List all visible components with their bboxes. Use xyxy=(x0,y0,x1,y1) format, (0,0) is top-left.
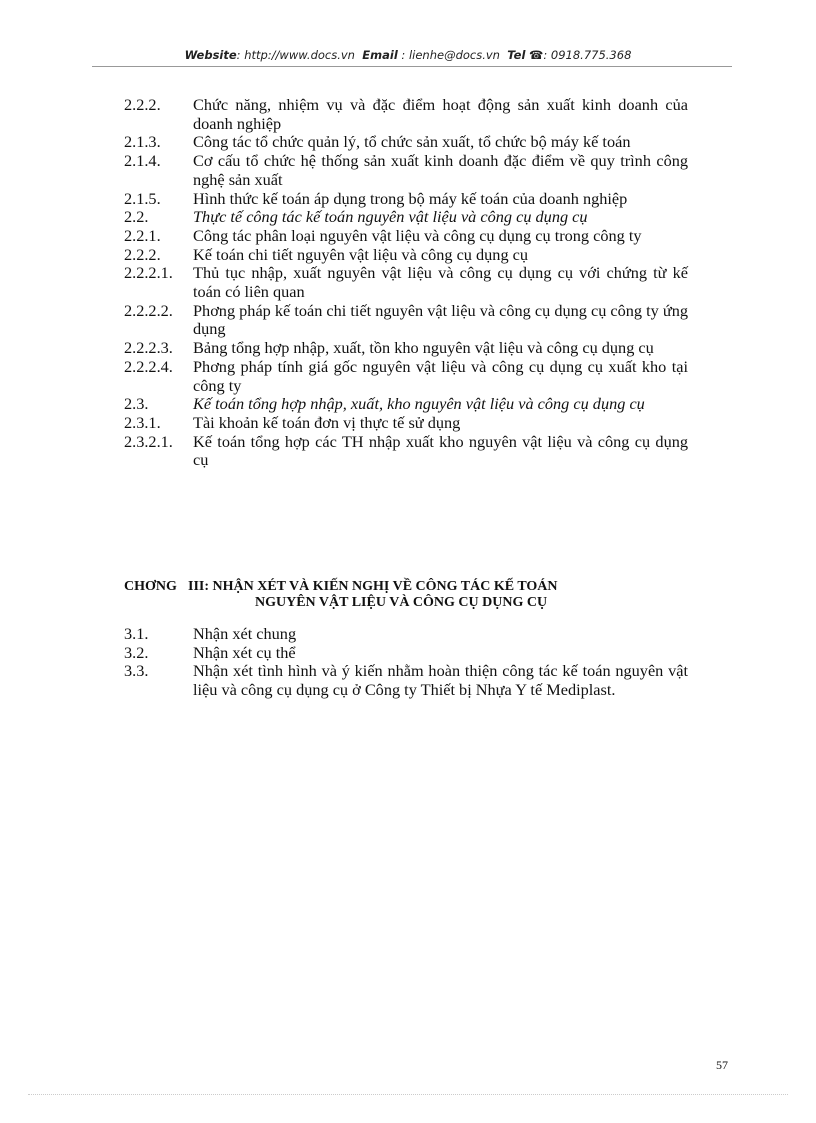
toc-entry xyxy=(124,96,688,133)
toc-entry xyxy=(124,227,688,246)
toc-entry-title: Kế toán chi tiết nguyên vật liệu và công cụ dụng cụ xyxy=(193,244,529,264)
toc-entry xyxy=(124,414,688,433)
toc-entry-title: Hình thức kế toán áp dụng trong bộ máy kế toán của doanh nghiệp xyxy=(193,188,628,208)
toc-entry-title: Cơ cấu tổ chức hệ thống sản xuất kinh doanh đặc điểm về quy trình công nghệ sản xuất xyxy=(193,151,688,189)
toc-entry-number: 2.2.2.2. xyxy=(124,300,173,320)
toc-entry-number: 3.1. xyxy=(124,624,149,643)
toc-entry-number: 2.2.1. xyxy=(124,225,161,245)
tel-number: : 0918.775.368 xyxy=(543,48,632,62)
chapter-title-line1: III: NHẬN XÉT VÀ KIẾN NGHỊ VỀ CÔNG TÁC KẾ TOÁN xyxy=(188,579,558,594)
toc-entry xyxy=(124,264,688,301)
toc-entry-number: 2.2.2. xyxy=(124,244,161,264)
toc-entry-number: 2.2.2. xyxy=(124,95,161,114)
toc-entry-number: 2.1.4. xyxy=(124,151,161,171)
chapter-title-line2: NGUYÊN VẬT LIỆU VÀ CÔNG CỤ DỤNG CỤ xyxy=(255,595,548,610)
chapter-heading xyxy=(124,579,688,611)
toc-entry-number: 2.2.2.4. xyxy=(124,356,173,376)
toc-entry-title: Kế toán tổng hợp các TH nhập xuất kho nguyên vật liệu và công cụ dụng cụ xyxy=(193,431,688,470)
toc-entry xyxy=(124,625,688,644)
toc-entry-title: Công tác phân loại nguyên vật liệu và công cụ dụng cụ trong công ty xyxy=(193,225,642,245)
toc-entry xyxy=(124,339,688,358)
toc-entry xyxy=(124,208,688,227)
toc-entry xyxy=(124,302,688,339)
toc-chapter-3 xyxy=(124,625,688,700)
toc-entry-number: 2.2. xyxy=(124,207,149,227)
header-rule xyxy=(92,66,732,67)
toc-entry-title: Chức năng, nhiệm vụ và đặc điểm hoạt động sản xuất kinh doanh của doanh nghiệp xyxy=(193,95,688,133)
toc-entry-title: Thủ tục nhập, xuất nguyên vật liệu và công cụ dụng cụ với chứng từ kế toán có liên quan xyxy=(193,263,688,302)
toc-entry-title: Bảng tổng hợp nhập, xuất, tồn kho nguyên vật liệu và công cụ dụng cụ xyxy=(193,338,654,358)
toc-entry-title: Thực tế công tác kế toán nguyên vật liệu và công cụ dụng cụ xyxy=(193,207,588,227)
toc-entry-title: Phơng pháp tính giá gốc nguyên vật liệu và công cụ dụng cụ xuất kho tại công ty xyxy=(193,356,688,395)
tel-label: Tel xyxy=(507,48,526,62)
toc-entry-number: 2.2.2.3. xyxy=(124,338,173,358)
toc-entry-number: 2.1.5. xyxy=(124,188,161,208)
toc-entry xyxy=(124,152,688,189)
toc-entry-number: 2.3.1. xyxy=(124,412,161,432)
toc-entry-number: 3.3. xyxy=(124,661,149,681)
toc-entry-number: 2.2.2.1. xyxy=(124,263,173,283)
toc-entry-title: Nhận xét cụ thể xyxy=(193,642,296,662)
toc-entry-title: Kế toán tổng hợp nhập, xuất, kho nguyên vật liệu và công cụ dụng cụ xyxy=(193,394,645,414)
page-bottom-border xyxy=(28,1094,788,1095)
toc-entry xyxy=(124,133,688,152)
toc-entry xyxy=(124,433,688,470)
toc-entry-title: Nhận xét tình hình và ý kiến nhằm hoàn thiện công tác kế toán nguyên vật liệu và công cụ dụng cụ ở Công ty Thiết bị Nhựa Y tế Mediplast. xyxy=(193,661,688,700)
toc-chapter-2 xyxy=(124,96,688,470)
toc-entry-title: Nhận xét chung xyxy=(193,624,297,643)
toc-entry xyxy=(124,395,688,414)
toc-entry xyxy=(124,190,688,209)
page-header xyxy=(0,48,816,62)
toc-entry-title: Công tác tổ chức quản lý, tổ chức sản xuất, tổ chức bộ máy kế toán xyxy=(193,132,631,152)
toc-entry-number: 2.1.3. xyxy=(124,132,161,152)
toc-entry-title: Tài khoản kế toán đơn vị thực tế sử dụng xyxy=(193,412,461,432)
toc-entry-number: 3.2. xyxy=(124,642,149,662)
toc-entry-number: 2.3. xyxy=(124,394,149,414)
toc-entry-title: Phơng pháp kế toán chi tiết nguyên vật liệu và công cụ dụng cụ công ty ứng dụng xyxy=(193,300,688,339)
page-number: 57 xyxy=(716,1058,728,1072)
email-address: : lienhe@docs.vn xyxy=(397,48,500,62)
toc-entry xyxy=(124,662,688,699)
phone-icon: ☎ xyxy=(529,48,544,62)
toc-entry xyxy=(124,644,688,663)
toc-entry xyxy=(124,246,688,265)
website-url: : http://www.docs.vn xyxy=(236,48,355,62)
chapter-label: CHƠNG xyxy=(124,579,177,594)
toc-entry-number: 2.3.2.1. xyxy=(124,431,173,451)
email-label: Email xyxy=(362,48,398,62)
toc-entry xyxy=(124,358,688,395)
website-label: Website xyxy=(184,48,237,62)
